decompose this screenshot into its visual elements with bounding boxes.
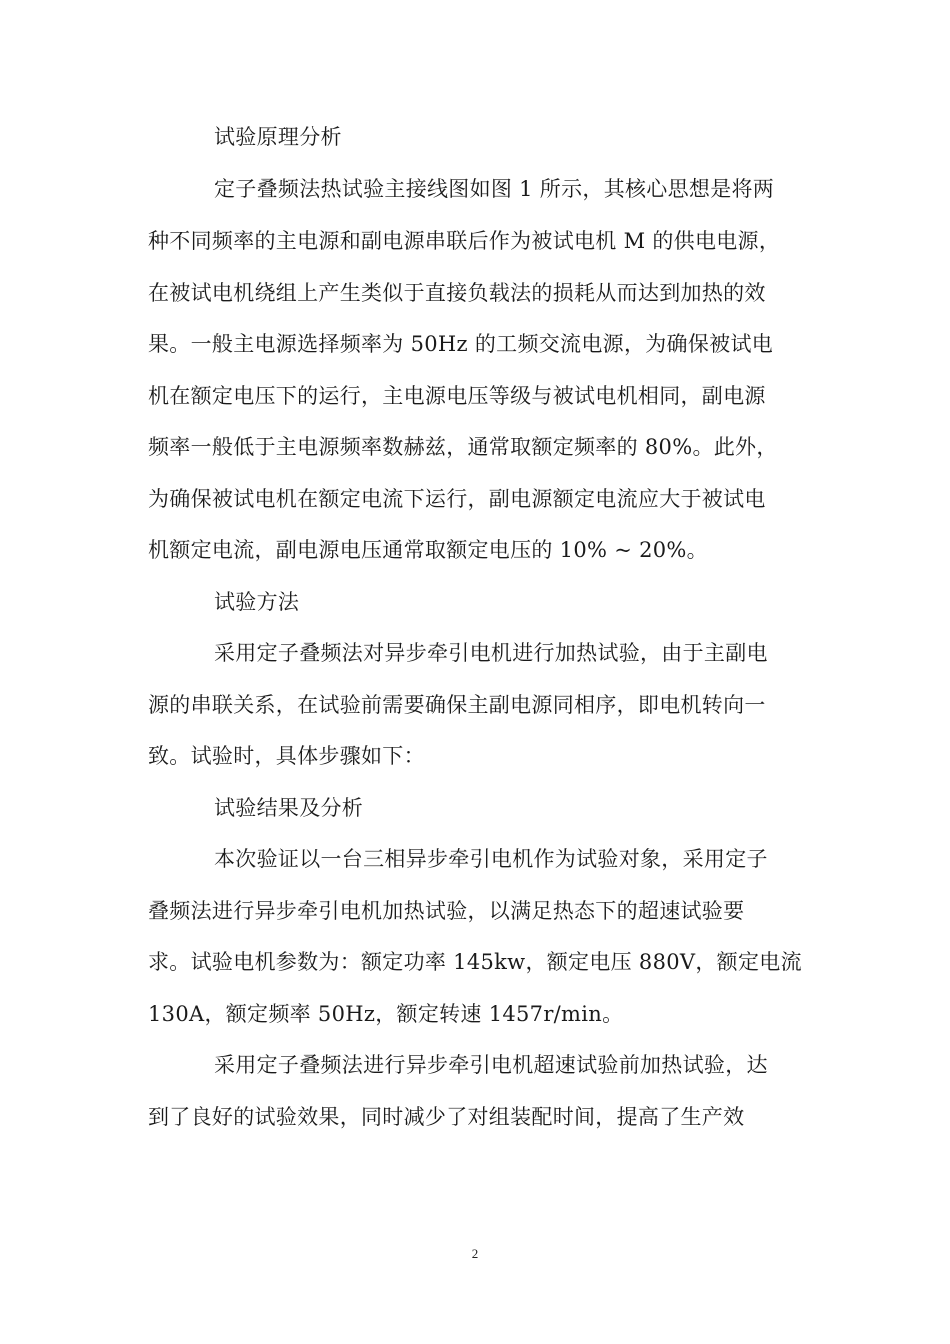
- paragraph-line: 致。试验时，具体步骤如下：: [148, 744, 425, 768]
- paragraph-line: 叠频法进行异步牵引电机加热试验，以满足热态下的超速试验要: [148, 899, 745, 923]
- paragraph-line: 采用定子叠频法进行异步牵引电机超速试验前加热试验，达: [214, 1053, 768, 1077]
- paragraph-line: 采用定子叠频法对异步牵引电机进行加热试验，由于主副电: [214, 641, 768, 665]
- paragraph-line: 果。一般主电源选择频率为 50Hz 的工频交流电源，为确保被试电: [148, 332, 774, 356]
- paragraph-line: 130A，额定频率 50Hz，额定转速 1457r/min。: [148, 1002, 624, 1026]
- paragraph-line: 本次验证以一台三相异步牵引电机作为试验对象，采用定子: [214, 847, 768, 871]
- section-heading-principle: 试验原理分析: [214, 125, 342, 149]
- paragraph-line: 在被试电机绕组上产生类似于直接负载法的损耗从而达到加热的效: [148, 281, 766, 305]
- paragraph-line: 机额定电流，副电源电压通常取额定电压的 10% ~ 20%。: [148, 538, 708, 562]
- paragraph-line: 频率一般低于主电源频率数赫兹，通常取额定频率的 80%。此外，: [148, 435, 778, 459]
- paragraph-line: 种不同频率的主电源和副电源串联后作为被试电机 M 的供电电源，: [148, 229, 781, 253]
- paragraph-line: 机在额定电压下的运行，主电源电压等级与被试电机相同，副电源: [148, 384, 766, 408]
- page-number: 2: [471, 1246, 479, 1261]
- section-heading-method: 试验方法: [214, 590, 300, 614]
- paragraph-line: 定子叠频法热试验主接线图如图 1 所示，其核心思想是将两: [214, 177, 775, 201]
- paragraph-line: 到了良好的试验效果，同时减少了对组装配时间，提高了生产效: [148, 1105, 745, 1129]
- paragraph-line: 为确保被试电机在额定电流下运行，副电源额定电流应大于被试电: [148, 487, 766, 511]
- section-heading-results: 试验结果及分析: [214, 796, 364, 820]
- paragraph-line: 求。试验电机参数为：额定功率 145kw，额定电压 880V，额定电流: [148, 950, 802, 974]
- paragraph-line: 源的串联关系，在试验前需要确保主副电源同相序，即电机转向一: [148, 693, 766, 717]
